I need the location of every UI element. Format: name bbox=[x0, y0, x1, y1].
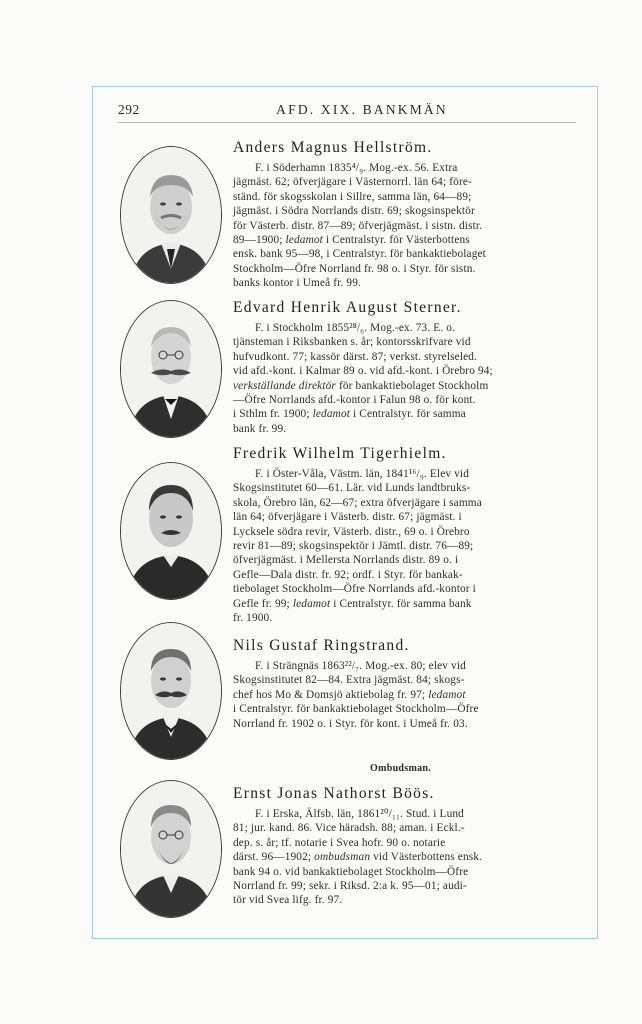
entry-line: F. i Söderhamn 1835⁴/₉. Mog.-ex. 56. Extra bbox=[255, 162, 458, 174]
portrait-image-4 bbox=[120, 622, 222, 760]
entry-line: revir 81—89; skogsinspektör i Jämtl. distr. 76—89; bbox=[233, 540, 474, 553]
entry-line: bank 94 o. vid bankaktiebolaget Stockholm—Öfre bbox=[233, 865, 469, 878]
entry-line: fr. 1900. bbox=[233, 612, 273, 625]
entry-line: —Öfre Norrlands afd.-kontor i Falun 98 o. för kont. bbox=[233, 394, 476, 407]
entry-line: i Centralstyr. för bankaktiebolaget Stockholm—Öfre bbox=[233, 703, 479, 716]
entry-name: Edvard Henrik August Sterner. bbox=[233, 299, 462, 316]
entry-line: vid afd.-kont. i Kalmar 89 o. vid afd.-kont. i Örebro 94; bbox=[233, 365, 493, 378]
entry-name: Anders Magnus Hellström. bbox=[233, 139, 433, 156]
page-header bbox=[118, 100, 576, 123]
entry-line: Norrland fr. 1902 o. i Styr. för kont. i Umeå fr. 03. bbox=[233, 717, 468, 730]
biography-entry-3 bbox=[233, 444, 576, 625]
entry-line: dep. s. år; tf. notarie i Svea hofr. 90 o. notarie bbox=[233, 836, 446, 849]
biography-entry-5 bbox=[233, 784, 576, 908]
entry-line: län 64; öfverjägare i Västerb. distr. 67; jägmäst. i bbox=[233, 511, 462, 524]
entry-line: öfverjägmäst. i Mellersta Norrlands distr. 89 o. i bbox=[233, 554, 459, 567]
biography-entry-4 bbox=[233, 636, 576, 731]
entry-line: F. i Strängnäs 1863²²/₇. Mog.-ex. 80; elev vid bbox=[255, 660, 466, 672]
entry-line: tjänsteman i Riksbanken s. år; kontorsskrifvare vid bbox=[233, 336, 471, 349]
entry-line: F. i Öster-Våla, Västm. län, 1841¹⁶/₉. Elev vid bbox=[255, 468, 470, 480]
biography-entry-2 bbox=[233, 298, 576, 436]
entry-line: verkställande direktör för bankaktiebolaget Stockholm bbox=[233, 379, 489, 392]
entry-line: Stockholm—Öfre Norrland fr. 98 o. i Styr. för sistn. bbox=[233, 262, 476, 275]
portrait-image-1 bbox=[120, 146, 222, 284]
entry-line: jägmäst. i Södra Norrlands distr. 69; skogsinspektör bbox=[233, 205, 475, 218]
portrait-image-2 bbox=[120, 300, 222, 438]
entry-line: Gefle—Dala distr. fr. 92; ordf. i Styr. för bankak- bbox=[233, 568, 463, 581]
entry-line: F. i Stockholm 1855²⁸/₆. Mog.-ex. 73. E. o. bbox=[255, 322, 456, 334]
entry-name: Nils Gustaf Ringstrand. bbox=[233, 637, 410, 654]
entry-line: chef hos Mo & Domsjö aktiebolag fr. 97; ledamot bbox=[233, 688, 466, 701]
portrait-image-3 bbox=[120, 462, 222, 600]
entry-name: Fredrik Wilhelm Tigerhielm. bbox=[233, 445, 447, 462]
biography-entry-1 bbox=[233, 138, 576, 291]
running-title: AFD. XIX. BANKMÄN bbox=[276, 102, 448, 117]
entry-line: ensk. bank 95—98, i Centralstyr. för bankaktiebolaget bbox=[233, 248, 486, 261]
entry-line: 89—1900; ledamot i Centralstyr. för Västerbottens bbox=[233, 234, 470, 247]
entry-name: Ernst Jonas Nathorst Böös. bbox=[233, 785, 435, 802]
entry-line: Norrland fr. 99; sekr. i Riksd. 2:a k. 95—01; audi- bbox=[233, 880, 467, 893]
entry-line: hufvudkont. 77; kassör därst. 87; verkst. styrelseled. bbox=[233, 350, 478, 363]
entry-line: skola, Örebro län, 62—67; extra öfverjägare i samma bbox=[233, 496, 482, 509]
entry-line: i Sthlm fr. 1900; ledamot i Centralstyr. för samma bbox=[233, 408, 466, 421]
entry-line: banks kontor i Umeå fr. 99. bbox=[233, 277, 361, 290]
portrait-image-5 bbox=[120, 780, 222, 918]
entry-line: därst. 96—1902; ombudsman vid Västerbottens ensk. bbox=[233, 851, 483, 864]
entry-line: 81; jur. kand. 86. Vice häradsh. 88; aman. i Eckl.- bbox=[233, 822, 465, 835]
entry-line: Lycksele södra revir, Västerb. distr., 69 o. i Örebro bbox=[233, 525, 470, 538]
entry-line: F. i Erska, Älfsb. län, 1861²⁰/₁₁. Stud. i Lund bbox=[255, 808, 464, 820]
entry-line: ständ. för skogsskolan i Sillre, samma län, 64—89; bbox=[233, 190, 472, 203]
entry-line: Skogsinstitutet 60—61. Lär. vid Lunds landtbruks- bbox=[233, 482, 471, 495]
entry-line: tiebolaget Stockholm—Öfre Norrlands afd.-kontor i bbox=[233, 583, 476, 596]
section-title: Ombudsman. bbox=[370, 763, 432, 774]
entry-line: jägmäst. 62; öfverjägare i Västernorrl. län 64; före- bbox=[233, 176, 472, 189]
page-number: 292 bbox=[118, 102, 140, 117]
entry-line: tör vid Svea lifg. fr. 97. bbox=[233, 894, 343, 907]
entry-line: för Västerb. distr. 87—89; öfverjägmäst. i sistn. distr. bbox=[233, 219, 483, 232]
entry-line: Skogsinstitutet 82—84. Extra jägmäst. 84; skogs- bbox=[233, 674, 465, 687]
entry-line: bank fr. 99. bbox=[233, 422, 287, 435]
entry-line: Gefle fr. 99; ledamot i Centralstyr. för samma bank bbox=[233, 597, 472, 610]
